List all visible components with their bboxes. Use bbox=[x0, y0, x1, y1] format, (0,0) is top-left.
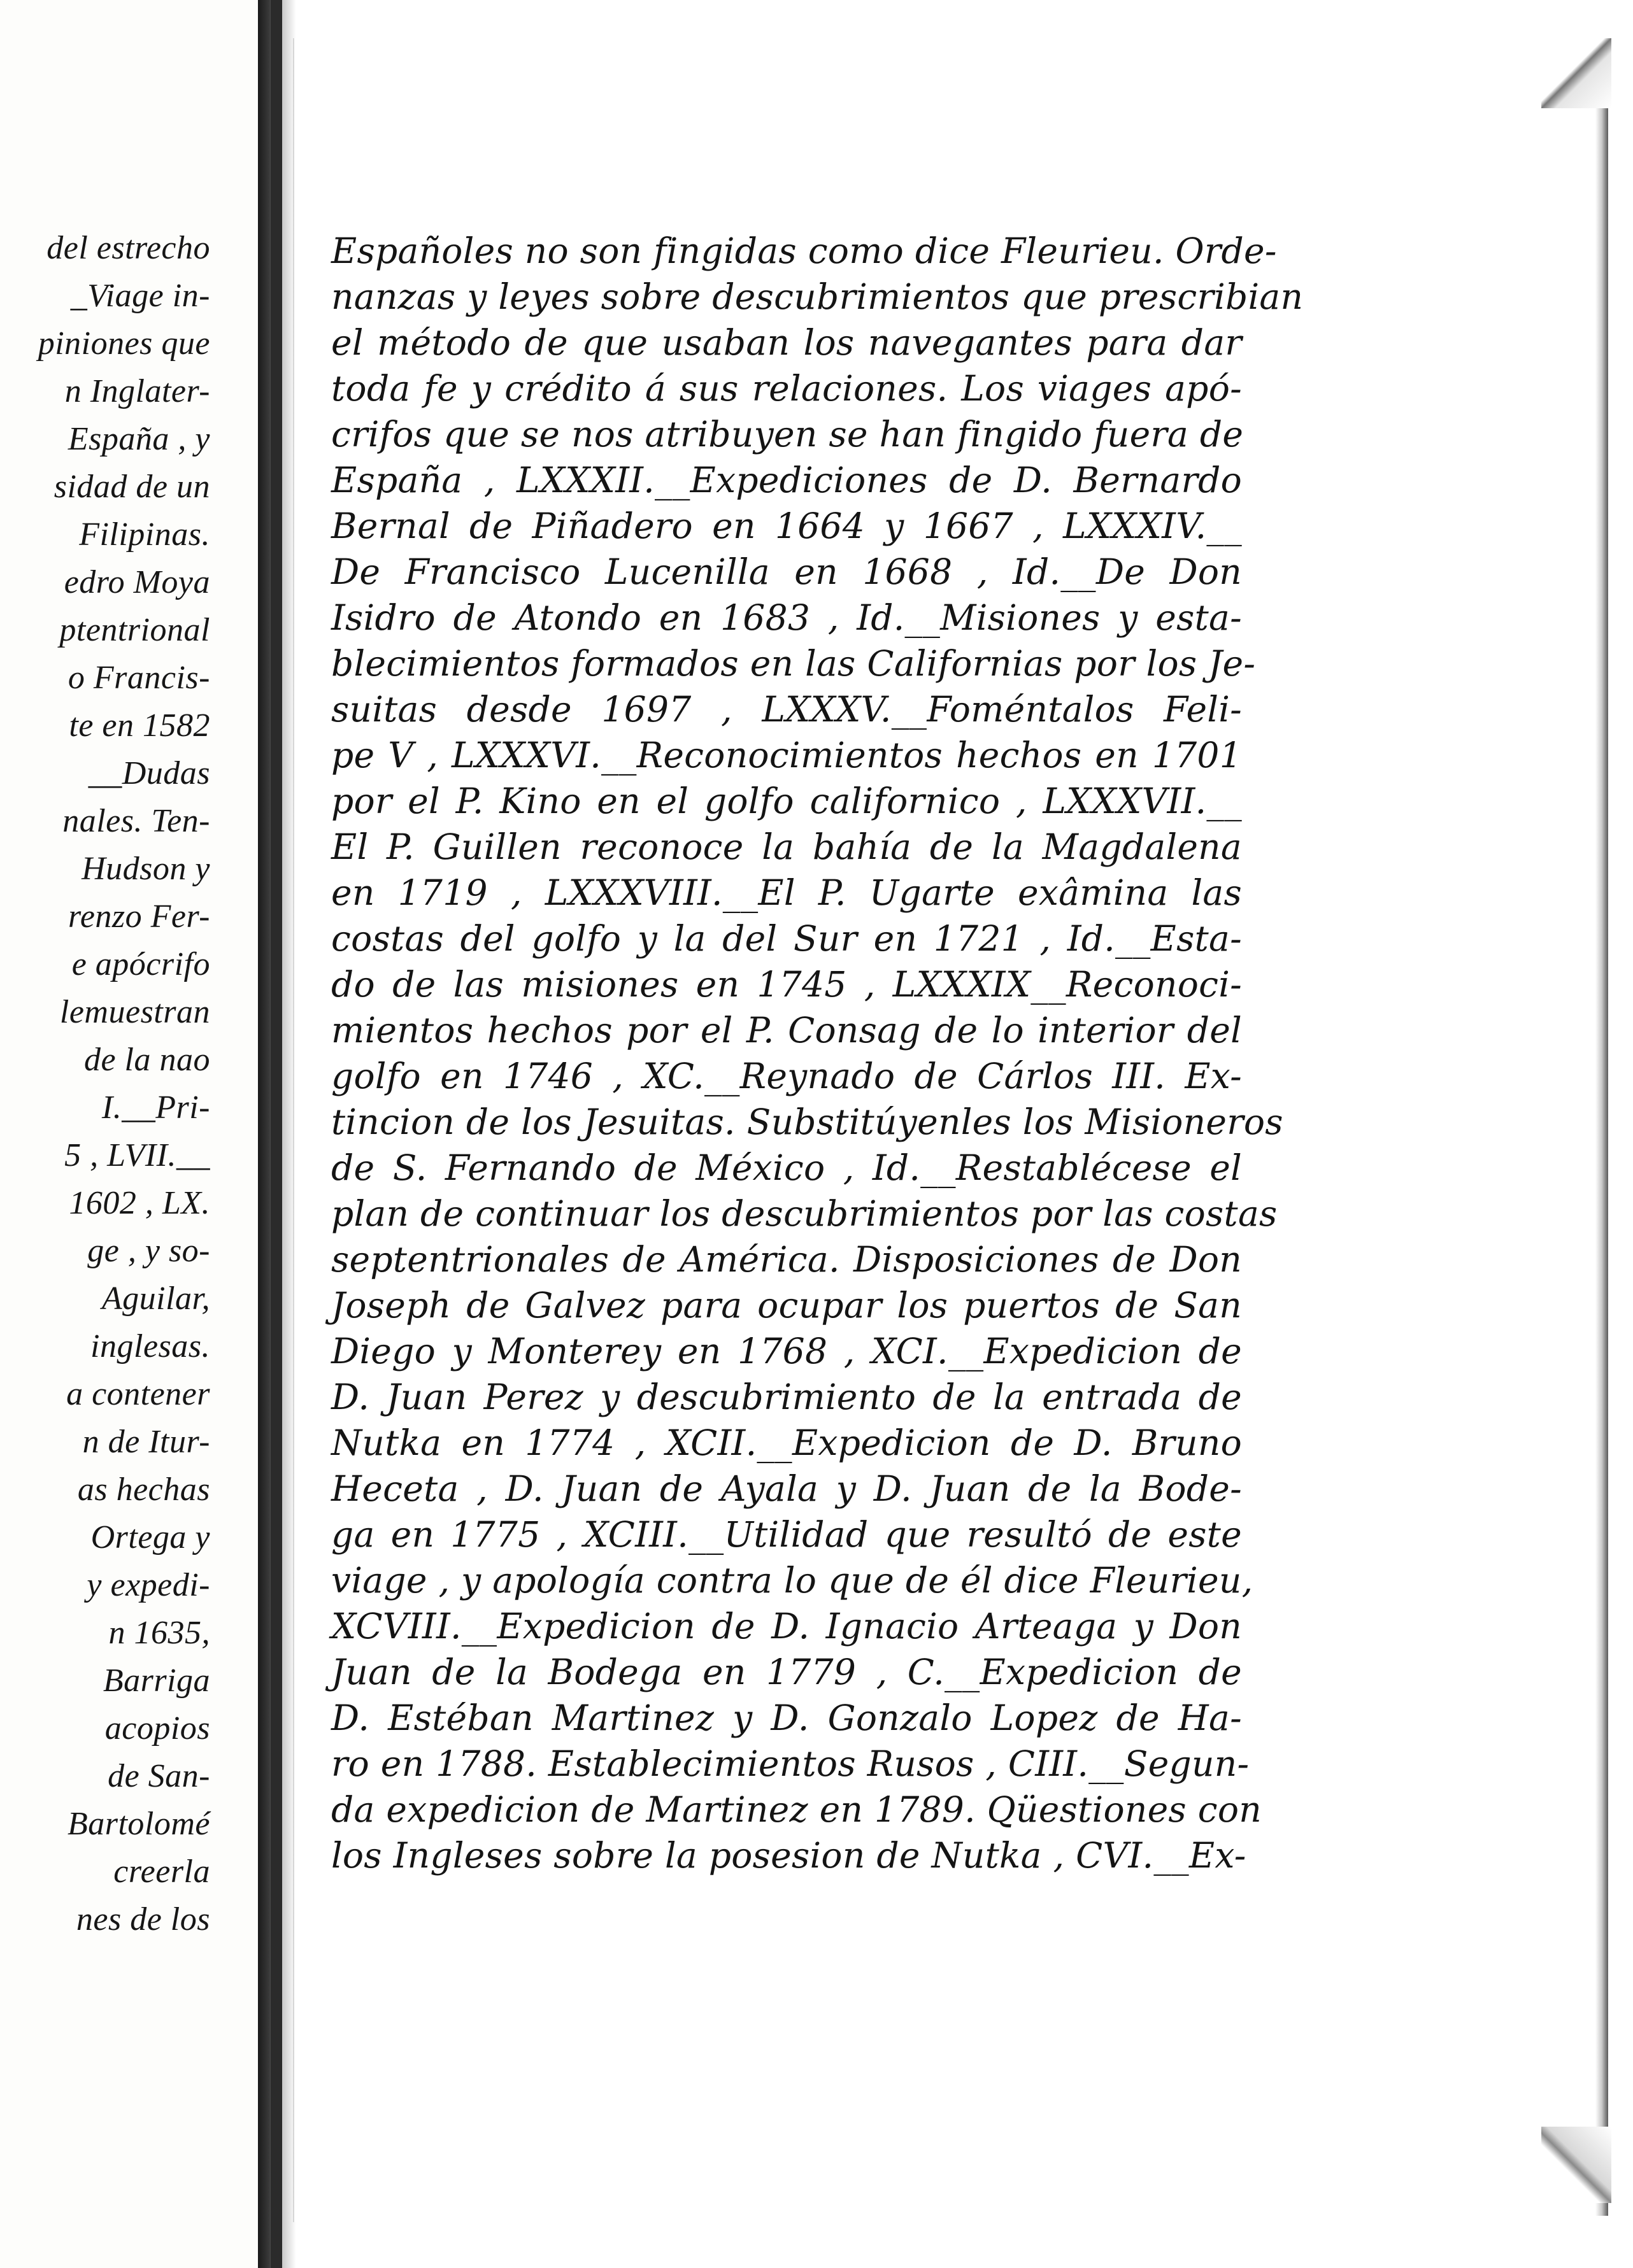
left-facing-page bbox=[0, 0, 267, 2268]
left-page-line: ptentrional bbox=[59, 612, 210, 648]
body-text-line: el método de que usaban los navegantes para dar bbox=[331, 322, 1242, 363]
left-page-line: de San- bbox=[108, 1758, 210, 1794]
left-page-line: Filipinas. bbox=[79, 516, 210, 553]
body-text-line: crifos que se nos atribuyen se han fingido fuera de bbox=[331, 414, 1244, 455]
body-text-line: toda fe y crédito á sus relaciones. Los viages apó- bbox=[331, 368, 1242, 409]
body-text-line: Diego y Monterey en 1768 , XCI.__Expedicion de bbox=[331, 1331, 1242, 1371]
body-text-line: tincion de los Jesuitas. Substitúyenles los Misioneros bbox=[331, 1102, 1283, 1142]
left-page-line: 5 , LVII.__ bbox=[64, 1137, 210, 1173]
left-page-line: del estrecho bbox=[46, 230, 210, 266]
body-text-line: XCVIII.__Expedicion de D. Ignacio Arteaga y Don bbox=[331, 1606, 1242, 1647]
body-text-line: blecimientos formados en las Californias por los Je- bbox=[331, 643, 1256, 684]
left-page-line: y expedi- bbox=[87, 1567, 210, 1603]
page-edge bbox=[1595, 45, 1608, 2216]
left-page-line: __Dudas bbox=[88, 755, 210, 791]
left-page-line: Barriga bbox=[103, 1662, 210, 1699]
right-page-text bbox=[331, 228, 1304, 1878]
left-page-line: edro Moya bbox=[64, 564, 210, 600]
body-text-line: viage , y apología contra lo que de él dice Fleurieu, bbox=[331, 1560, 1253, 1601]
left-page-line: lemuestran bbox=[59, 994, 210, 1030]
body-text-line: en 1719 , LXXXVIII.__El P. Ugarte exâmina las bbox=[331, 872, 1242, 913]
body-text-line: suitas desde 1697 , LXXXV.__Foméntalos Feli- bbox=[331, 689, 1242, 730]
left-page-line: España , y bbox=[68, 421, 210, 457]
body-text-line: Isidro de Atondo en 1683 , Id.__Misiones y esta- bbox=[331, 597, 1242, 638]
body-text-line: Joseph de Galvez para ocupar los puertos de San bbox=[331, 1285, 1242, 1326]
body-text-line: El P. Guillen reconoce la bahía de la Magdalena bbox=[331, 826, 1242, 867]
left-page-line: renzo Fer- bbox=[68, 898, 210, 935]
left-page-line: piniones que bbox=[38, 325, 210, 362]
body-text-line: los Ingleses sobre la posesion de Nutka , CVI.__Ex- bbox=[331, 1835, 1246, 1876]
left-page-line: creerla bbox=[113, 1853, 210, 1890]
left-page-line: sidad de un bbox=[53, 469, 210, 505]
body-text-line: costas del golfo y la del Sur en 1721 , Id.__Esta- bbox=[331, 918, 1242, 959]
body-text-line: Heceta , D. Juan de Ayala y D. Juan de la Bode- bbox=[331, 1468, 1242, 1509]
body-text-line: mientos hechos por el P. Consag de lo interior del bbox=[331, 1010, 1242, 1051]
body-text-line: D. Juan Perez y descubrimiento de la entrada de bbox=[331, 1377, 1242, 1417]
left-page-line: nes de los bbox=[76, 1901, 210, 1938]
folded-corner-top bbox=[1541, 38, 1611, 108]
left-page-line: nales. Ten- bbox=[62, 803, 210, 839]
body-text-line: de S. Fernando de México , Id.__Restablécese el bbox=[331, 1147, 1242, 1188]
left-page-line: Aguilar, bbox=[101, 1280, 210, 1317]
body-text-line: De Francisco Lucenilla en 1668 , Id.__De Don bbox=[331, 551, 1242, 592]
left-page-line: inglesas. bbox=[90, 1328, 210, 1364]
body-text-line: ro en 1788. Establecimientos Rusos , CIII.__Segun- bbox=[331, 1743, 1250, 1784]
left-page-line: te en 1582 bbox=[69, 707, 210, 744]
left-page-line: Hudson y bbox=[82, 851, 210, 887]
body-text-line: Bernal de Piñadero en 1664 y 1667 , LXXXIV.__ bbox=[331, 506, 1242, 546]
left-page-line: 1602 , LX. bbox=[69, 1185, 210, 1221]
left-page-line: _Viage in- bbox=[70, 278, 210, 314]
body-text-line: Españoles no son fingidas como dice Fleurieu. Orde- bbox=[331, 230, 1277, 271]
body-text-line: pe V , LXXXVI.__Reconocimientos hechos en 1701 bbox=[331, 735, 1242, 776]
body-text-line: España , LXXXII.__Expediciones de D. Bernardo bbox=[331, 460, 1242, 500]
body-text-line: do de las misiones en 1745 , LXXXIX__Reconoci- bbox=[331, 964, 1242, 1005]
left-page-line: n de Itur- bbox=[82, 1424, 210, 1460]
body-text-line: golfo en 1746 , XC.__Reynado de Cárlos III. Ex- bbox=[331, 1056, 1242, 1096]
body-text-line: da expedicion de Martinez en 1789. Qüestiones con bbox=[331, 1789, 1262, 1830]
left-page-line: ge , y so- bbox=[87, 1233, 210, 1269]
body-text-line: D. Estéban Martinez y D. Gonzalo Lopez de Ha- bbox=[331, 1697, 1242, 1738]
body-text-line: septentrionales de América. Disposiciones de Don bbox=[331, 1239, 1242, 1280]
left-page-line: Ortega y bbox=[90, 1519, 210, 1556]
body-text-line: plan de continuar los descubrimientos por las costas bbox=[331, 1193, 1278, 1234]
left-page-line: e apócrifo bbox=[71, 946, 210, 982]
left-page-line: de la nao bbox=[83, 1042, 210, 1078]
left-page-line: as hechas bbox=[77, 1471, 210, 1508]
body-text-line: ga en 1775 , XCIII.__Utilidad que resultó de este bbox=[331, 1514, 1242, 1555]
left-page-line: I.__Pri- bbox=[101, 1089, 210, 1126]
body-text-line: por el P. Kino en el golfo californico , LXXXVII.__ bbox=[331, 781, 1242, 821]
left-page-line: n 1635, bbox=[108, 1615, 210, 1651]
gutter-shadow bbox=[271, 0, 282, 2268]
left-page-line: n Inglater- bbox=[64, 373, 210, 409]
left-page-line: a contener bbox=[66, 1376, 210, 1412]
left-page-line: o Francis- bbox=[68, 660, 210, 696]
left-page-line: Bartolomé bbox=[67, 1806, 210, 1842]
left-page-text bbox=[0, 224, 210, 1943]
folded-corner-bottom bbox=[1541, 2127, 1611, 2203]
left-page-line: acopios bbox=[104, 1710, 210, 1747]
body-text-line: Juan de la Bodega en 1779 , C.__Expedicion de bbox=[331, 1652, 1242, 1692]
body-text-line: Nutka en 1774 , XCII.__Expedicion de D. Bruno bbox=[331, 1422, 1242, 1463]
body-text-line: nanzas y leyes sobre descubrimientos que prescribian bbox=[331, 276, 1304, 317]
